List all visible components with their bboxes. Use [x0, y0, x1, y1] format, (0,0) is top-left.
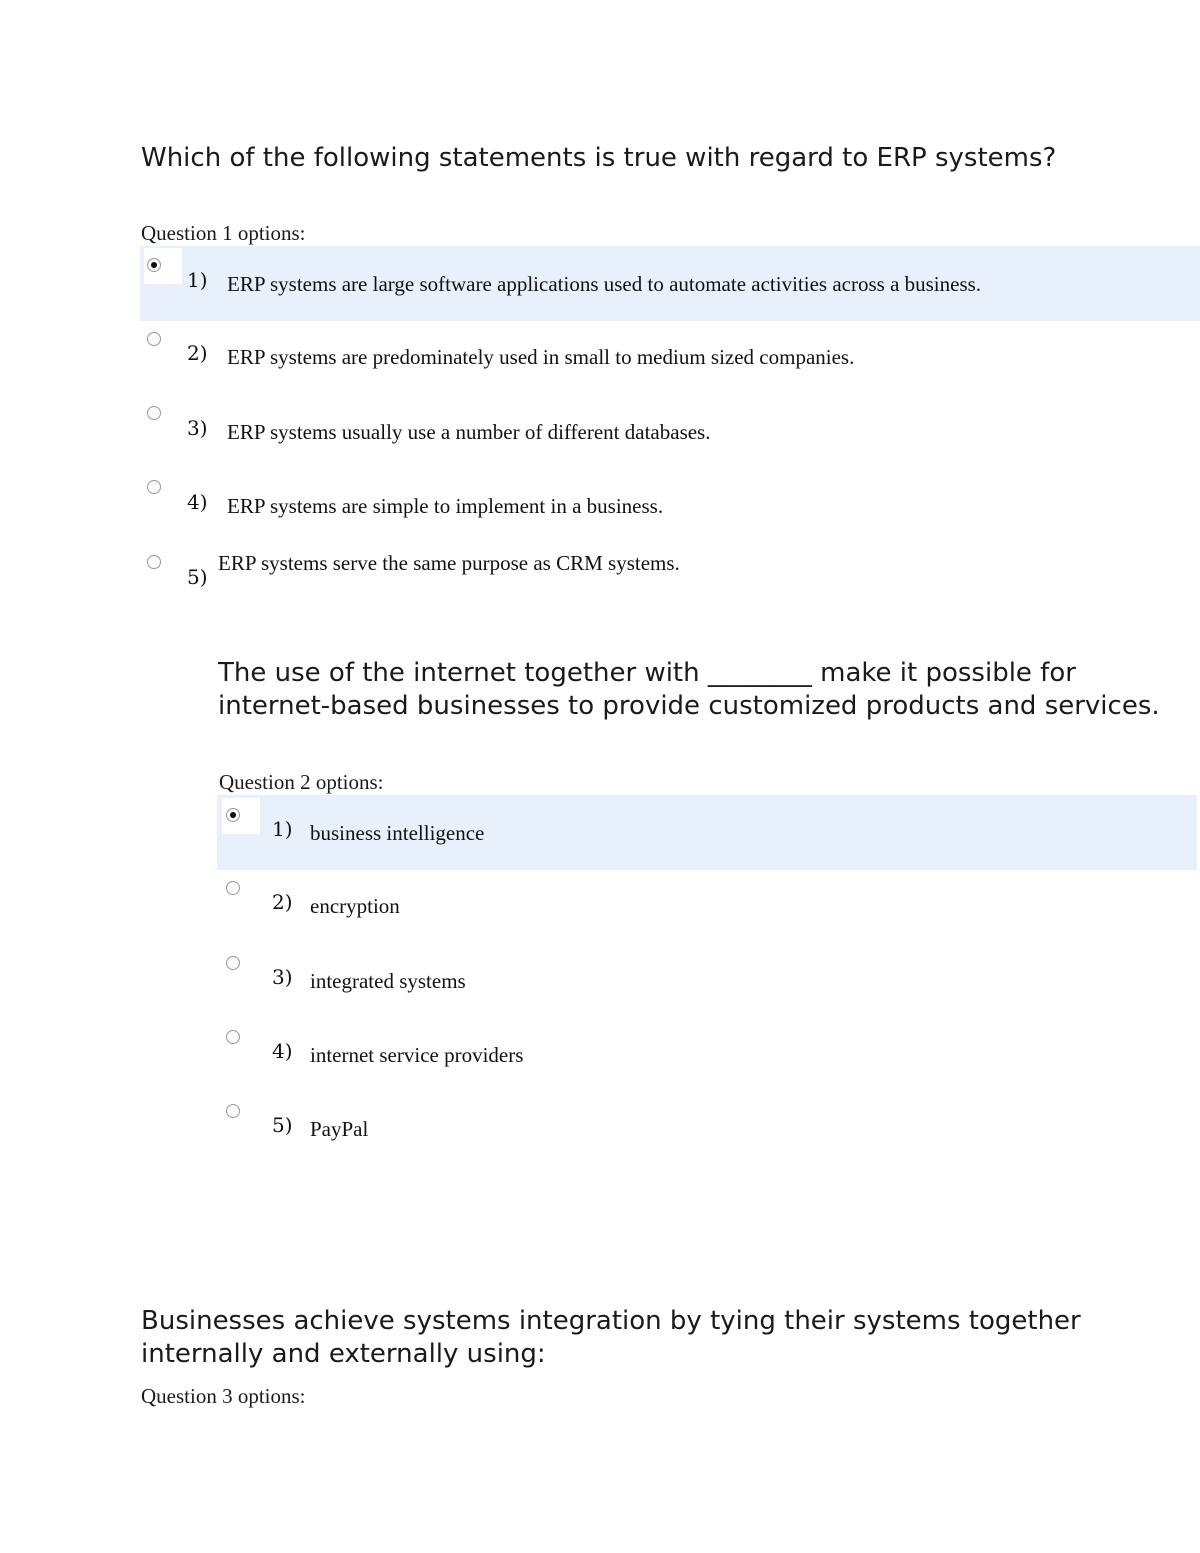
option-text: integrated systems [310, 969, 466, 993]
question-1-option-1[interactable] [140, 246, 1200, 321]
question-1-option-3[interactable] [140, 396, 1200, 471]
radio-button-selected[interactable] [226, 808, 240, 822]
question-2-title: The use of the internet together with ________ make it possible for internet-based businesses to provide customized products and services. [218, 658, 1160, 721]
option-number: 1) [187, 268, 208, 292]
option-number: 1) [272, 817, 293, 841]
option-number: 2) [272, 890, 293, 914]
question-3-options-label: Question 3 options: [141, 1384, 306, 1408]
option-text: business intelligence [310, 821, 485, 845]
radio-button[interactable] [226, 881, 240, 895]
question-2-option-3[interactable] [217, 945, 1197, 1020]
option-number: 5) [187, 565, 208, 589]
option-text: ERP systems usually use a number of different databases. [227, 420, 711, 444]
radio-button[interactable] [147, 332, 161, 346]
option-text: ERP systems are large software applications used to automate activities across a business. [227, 272, 982, 296]
option-number: 2) [187, 341, 208, 365]
option-text: ERP systems serve the same purpose as CRM systems. [218, 551, 680, 575]
radio-button-selected[interactable] [147, 258, 161, 272]
question-1-options-label: Question 1 options: [141, 221, 306, 245]
question-2-option-1[interactable] [217, 795, 1197, 870]
question-3-title: Businesses achieve systems integration by tying their systems together internally and externally using: [141, 1306, 1081, 1369]
question-1-option-2[interactable] [140, 321, 1200, 396]
radio-button[interactable] [226, 1104, 240, 1118]
option-text: encryption [310, 894, 400, 918]
option-text: ERP systems are predominately used in small to medium sized companies. [227, 345, 855, 369]
question-2-option-2[interactable] [217, 870, 1197, 945]
option-number: 3) [272, 965, 293, 989]
option-number: 3) [187, 416, 208, 440]
question-1-option-4[interactable] [140, 470, 1200, 545]
radio-button[interactable] [147, 406, 161, 420]
question-1-option-5[interactable] [140, 545, 1200, 620]
radio-button[interactable] [226, 1030, 240, 1044]
question-2-option-5[interactable] [217, 1093, 1197, 1168]
option-number: 5) [272, 1113, 293, 1137]
option-text: PayPal [310, 1117, 369, 1141]
radio-button[interactable] [226, 956, 240, 970]
option-text: internet service providers [310, 1043, 524, 1067]
question-2-options-label: Question 2 options: [219, 770, 384, 794]
option-number: 4) [272, 1039, 293, 1063]
question-1-title: Which of the following statements is true with regard to ERP systems? [141, 143, 1057, 173]
option-text: ERP systems are simple to implement in a business. [227, 494, 664, 518]
radio-button[interactable] [147, 555, 161, 569]
radio-button[interactable] [147, 480, 161, 494]
question-2-option-4[interactable] [217, 1019, 1197, 1094]
option-number: 4) [187, 490, 208, 514]
